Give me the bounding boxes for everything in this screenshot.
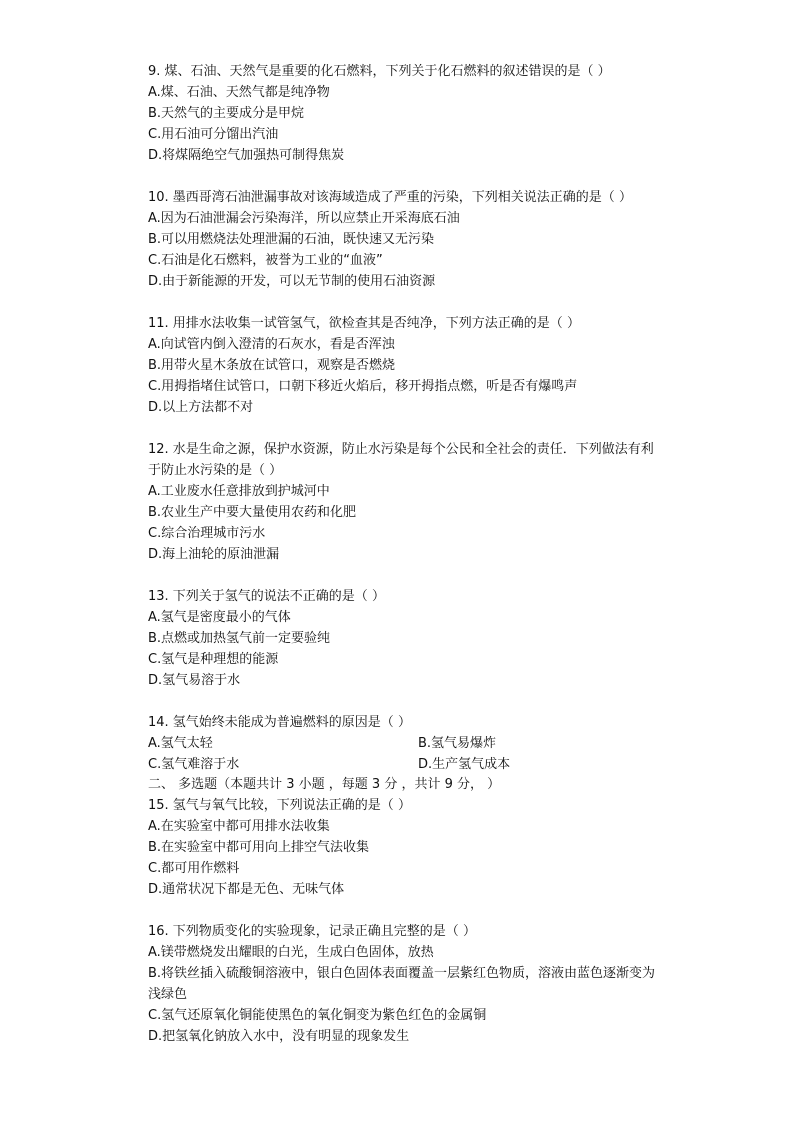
option-d: D.生产氢气成本: [418, 757, 511, 772]
option-d: D.氢气易溶于水: [148, 673, 241, 688]
option-a: A.氢气太轻: [148, 736, 213, 751]
option-a: A.煤、石油、天然气都是纯净物: [148, 85, 330, 100]
option-c: C.石油是化石燃料，被誉为工业的“血液”: [148, 253, 383, 268]
option-d: D.由于新能源的开发，可以无节制的使用石油资源: [148, 274, 436, 289]
question-stem: 16. 下列物质变化的实验现象，记录正确且完整的是（ ）: [148, 924, 476, 939]
question-14: [148, 712, 668, 775]
option-b: B.可以用燃烧法处理泄漏的石油，既快速又无污染: [148, 232, 435, 247]
option-b: B.天然气的主要成分是甲烷: [148, 106, 305, 121]
question-stem: 15. 氢气与氧气比较，下列说法正确的是（ ）: [148, 798, 411, 813]
option-c: C.氢气还原氧化铜能使黑色的氧化铜变为紫色红色的金属铜: [148, 1008, 487, 1023]
option-c: C.用石油可分馏出汽油: [148, 127, 279, 142]
option-b: B.氢气易爆炸: [418, 736, 497, 751]
question-13: [148, 586, 668, 691]
option-c: C.用拇指堵住试管口，口朝下移近火焰后，移开拇指点燃，听是否有爆鸣声: [148, 379, 578, 394]
question-stem: 11. 用排水法收集一试管氢气，欲检查其是否纯净，下列方法正确的是（ ）: [148, 316, 580, 331]
option-a: A.在实验室中都可用排水法收集: [148, 819, 330, 834]
option-a: A.工业废水任意排放到护城河中: [148, 484, 330, 499]
question-10: [148, 187, 668, 292]
option-c: C.都可用作燃料: [148, 861, 240, 876]
option-d: D.将煤隔绝空气加强热可制得焦炭: [148, 148, 345, 163]
option-b: B.在实验室中都可用向上排空气法收集: [148, 840, 370, 855]
question-stem: 9. 煤、石油、天然气是重要的化石燃料，下列关于化石燃料的叙述错误的是（ ）: [148, 64, 611, 79]
option-b: B.农业生产中要大量使用农药和化肥: [148, 505, 357, 520]
option-c: C.氢气难溶于水: [148, 757, 240, 772]
option-a: A.向试管内倒入澄清的石灰水，看是否浑浊: [148, 337, 395, 352]
option-d: D.把氢氧化钠放入水中，没有明显的现象发生: [148, 1029, 410, 1044]
worksheet: [148, 61, 668, 1068]
question-12: [148, 439, 668, 565]
option-c: C.综合治理城市污水: [148, 526, 266, 541]
question-16: [148, 921, 668, 1047]
question-11: [148, 313, 668, 418]
option-d: D.海上油轮的原油泄漏: [148, 547, 280, 562]
option-b: B.点燃或加热氢气前一定要验纯: [148, 631, 331, 646]
question-stem: 12. 水是生命之源，保护水资源，防止水污染是每个公民和全社会的责任．下列做法有利于防止水污染的是（ ）: [148, 442, 654, 478]
option-a: A.镁带燃烧发出耀眼的白光，生成白色固体，放热: [148, 945, 434, 960]
question-stem: 13. 下列关于氢气的说法不正确的是（ ）: [148, 589, 385, 604]
question-stem: 14. 氢气始终未能成为普遍燃料的原因是（ ）: [148, 715, 411, 730]
question-9: [148, 61, 668, 166]
options-grid: [148, 733, 668, 775]
option-d: D.通常状况下都是无色、无味气体: [148, 882, 345, 897]
option-a: A.因为石油泄漏会污染海洋，所以应禁止开采海底石油: [148, 211, 460, 226]
question-stem: 10. 墨西哥湾石油泄漏事故对该海域造成了严重的污染，下列相关说法正确的是（ ）: [148, 190, 632, 205]
option-b: B.将铁丝插入硫酸铜溶液中，银白色固体表面覆盖一层紫红色物质，溶液由蓝色逐渐变为浅绿色: [148, 966, 656, 1002]
option-c: C.氢气是种理想的能源: [148, 652, 279, 667]
option-b: B.用带火星木条放在试管口，观察是否燃烧: [148, 358, 396, 373]
question-15: [148, 795, 668, 900]
section-heading-multiple-choice: 二、 多选题（本题共计 3 小题 ，每题 3 分 ，共计 9 分， ）: [148, 777, 501, 792]
option-d: D.以上方法都不对: [148, 400, 254, 415]
option-a: A.氢气是密度最小的气体: [148, 610, 291, 625]
